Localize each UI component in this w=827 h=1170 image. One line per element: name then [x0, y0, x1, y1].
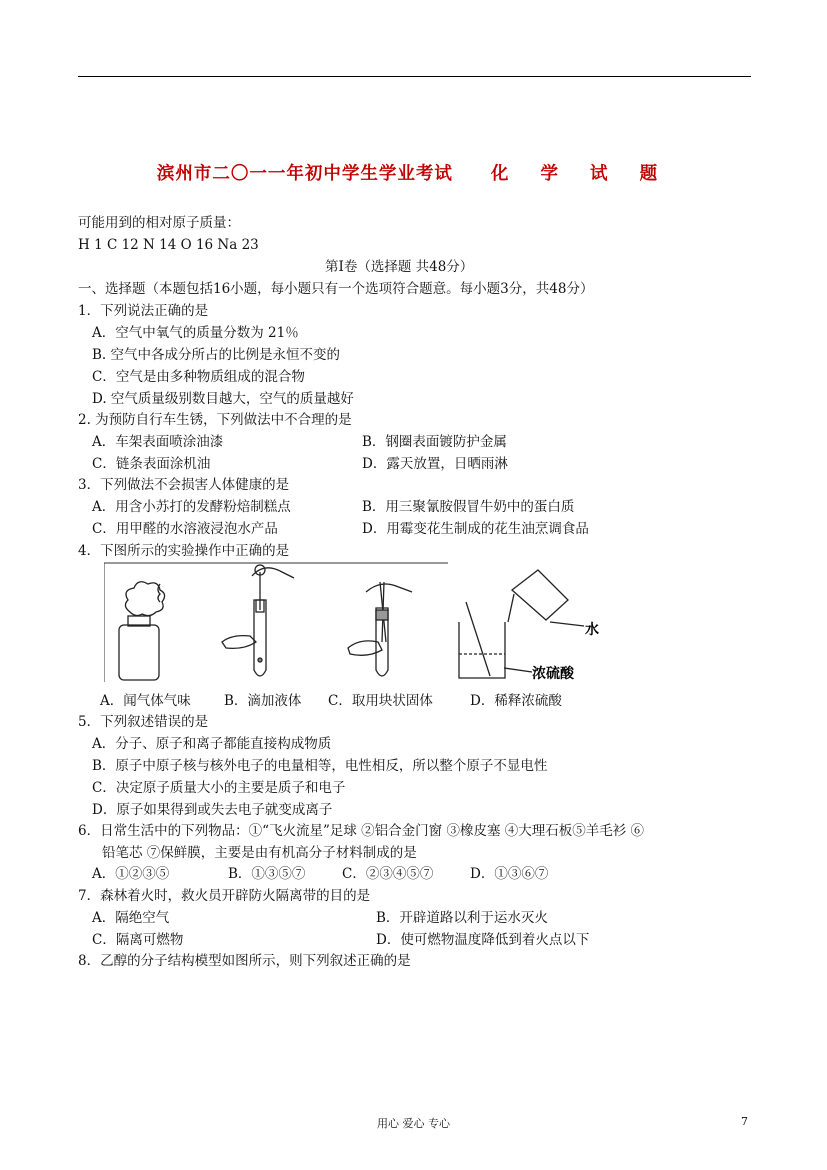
masses-heading: 可能用到的相对原子质量：	[78, 215, 240, 231]
dilute-acid-illustration	[459, 570, 584, 678]
q3-stem: 3．下列做法不会损害人体健康的是	[78, 477, 290, 493]
q3-option-a: A．用含小苏打的发酵粉焙制糕点	[92, 499, 291, 515]
q4-option-c: C．取用块状固体	[328, 693, 433, 709]
q3-option-d: D．用霉变花生制成的花生油烹调食品	[362, 521, 589, 537]
q3-option-c: C．用甲醛的水溶液浸泡水产品	[92, 521, 278, 537]
q5-option-d: D．原子如果得到或失去电子就变成离子	[92, 802, 333, 818]
q5-option-c: C．决定原子质量大小的主要是质子和电子	[92, 780, 346, 796]
q1-stem: 1．下列说法正确的是	[78, 303, 209, 319]
q1-option-d: D. 空气质量级别数目越大，空气的质量越好	[92, 391, 354, 407]
q5-option-b: B．原子中原子核与核外电子的电量相等，电性相反，所以整个原子不显电性	[92, 758, 548, 774]
lab-operations-figure	[104, 562, 604, 687]
header-rule	[78, 76, 751, 77]
q2-option-c: C．链条表面涂机油	[92, 456, 211, 472]
q6-stem-line2: 铅笔芯 ⑦保鲜膜，主要是由有机高分子材料制成的是	[102, 845, 417, 861]
q2-stem: 2. 为预防自行车生锈，下列做法中不合理的是	[78, 412, 352, 428]
q5-stem: 5．下列叙述错误的是	[78, 714, 209, 730]
drop-liquid-illustration	[222, 565, 294, 676]
part1-heading: 第Ⅰ卷（选择题 共48分）	[325, 259, 474, 275]
q6-option-b: B．①③⑤⑦	[228, 866, 306, 882]
q7-option-a: A．隔绝空气	[92, 910, 170, 926]
take-solid-illustration	[348, 582, 412, 676]
q3-option-b: B．用三聚氰胺假冒牛奶中的蛋白质	[362, 499, 575, 515]
q6-option-d: D．①③⑥⑦	[470, 866, 549, 882]
q7-stem: 7．森林着火时，救火员开辟防火隔离带的目的是	[78, 888, 371, 904]
q7-option-c: C．隔离可燃物	[92, 932, 184, 948]
smell-gas-illustration	[119, 582, 165, 680]
q4-stem: 4．下图所示的实验操作中正确的是	[78, 543, 290, 559]
page-footer: 用心 爱心 专心	[377, 1117, 450, 1130]
atomic-masses: H 1 C 12 N 14 O 16 Na 23	[78, 237, 259, 253]
label-water: 水	[585, 621, 599, 637]
q4-option-b: B．滴加液体	[224, 693, 302, 709]
q4-option-a: A．闻气体气味	[100, 693, 191, 709]
exam-title	[0, 160, 827, 185]
q5-option-a: A．分子、原子和离子都能直接构成物质	[92, 736, 332, 752]
q6-option-c: C．②③④⑤⑦	[342, 866, 434, 882]
q2-option-a: A．车架表面喷涂油漆	[92, 434, 224, 450]
q8-stem: 8．乙醇的分子结构模型如图所示，则下列叙述正确的是	[78, 953, 411, 969]
q1-option-a: A．空气中氧气的质量分数为 21％	[92, 325, 299, 341]
q1-option-b: B. 空气中各成分所占的比例是永恒不变的	[92, 347, 341, 363]
title-sub: 化 学 试 题	[490, 164, 671, 184]
q2-option-b: B．钢圈表面镀防护金属	[362, 434, 507, 450]
q4-option-d: D．稀释浓硫酸	[470, 693, 562, 709]
q7-option-d: D．使可燃物温度降低到着火点以下	[376, 932, 590, 948]
page-number: 7	[741, 1115, 748, 1128]
q7-option-b: B．开辟道路以利于运水灭火	[376, 910, 548, 926]
title-main: 滨州市二〇一一年初中学生学业考试	[156, 164, 453, 184]
section1-heading: 一、选择题（本题包括16小题，每小题只有一个选项符合题意。每小题3分，共48分）	[78, 281, 594, 297]
q6-stem-line1: 6．日常生活中的下列物品：①“飞火流星”足球 ②铝合金门窗 ③橡皮塞 ④大理石板⑤羊毛衫 ⑥	[78, 823, 645, 839]
q1-option-c: C．空气是由多种物质组成的混合物	[92, 369, 305, 385]
label-concentrated-acid: 浓硫酸	[532, 665, 574, 681]
q2-option-d: D．露天放置，日晒雨淋	[362, 456, 508, 472]
q6-option-a: A．①②③⑤	[92, 866, 170, 882]
